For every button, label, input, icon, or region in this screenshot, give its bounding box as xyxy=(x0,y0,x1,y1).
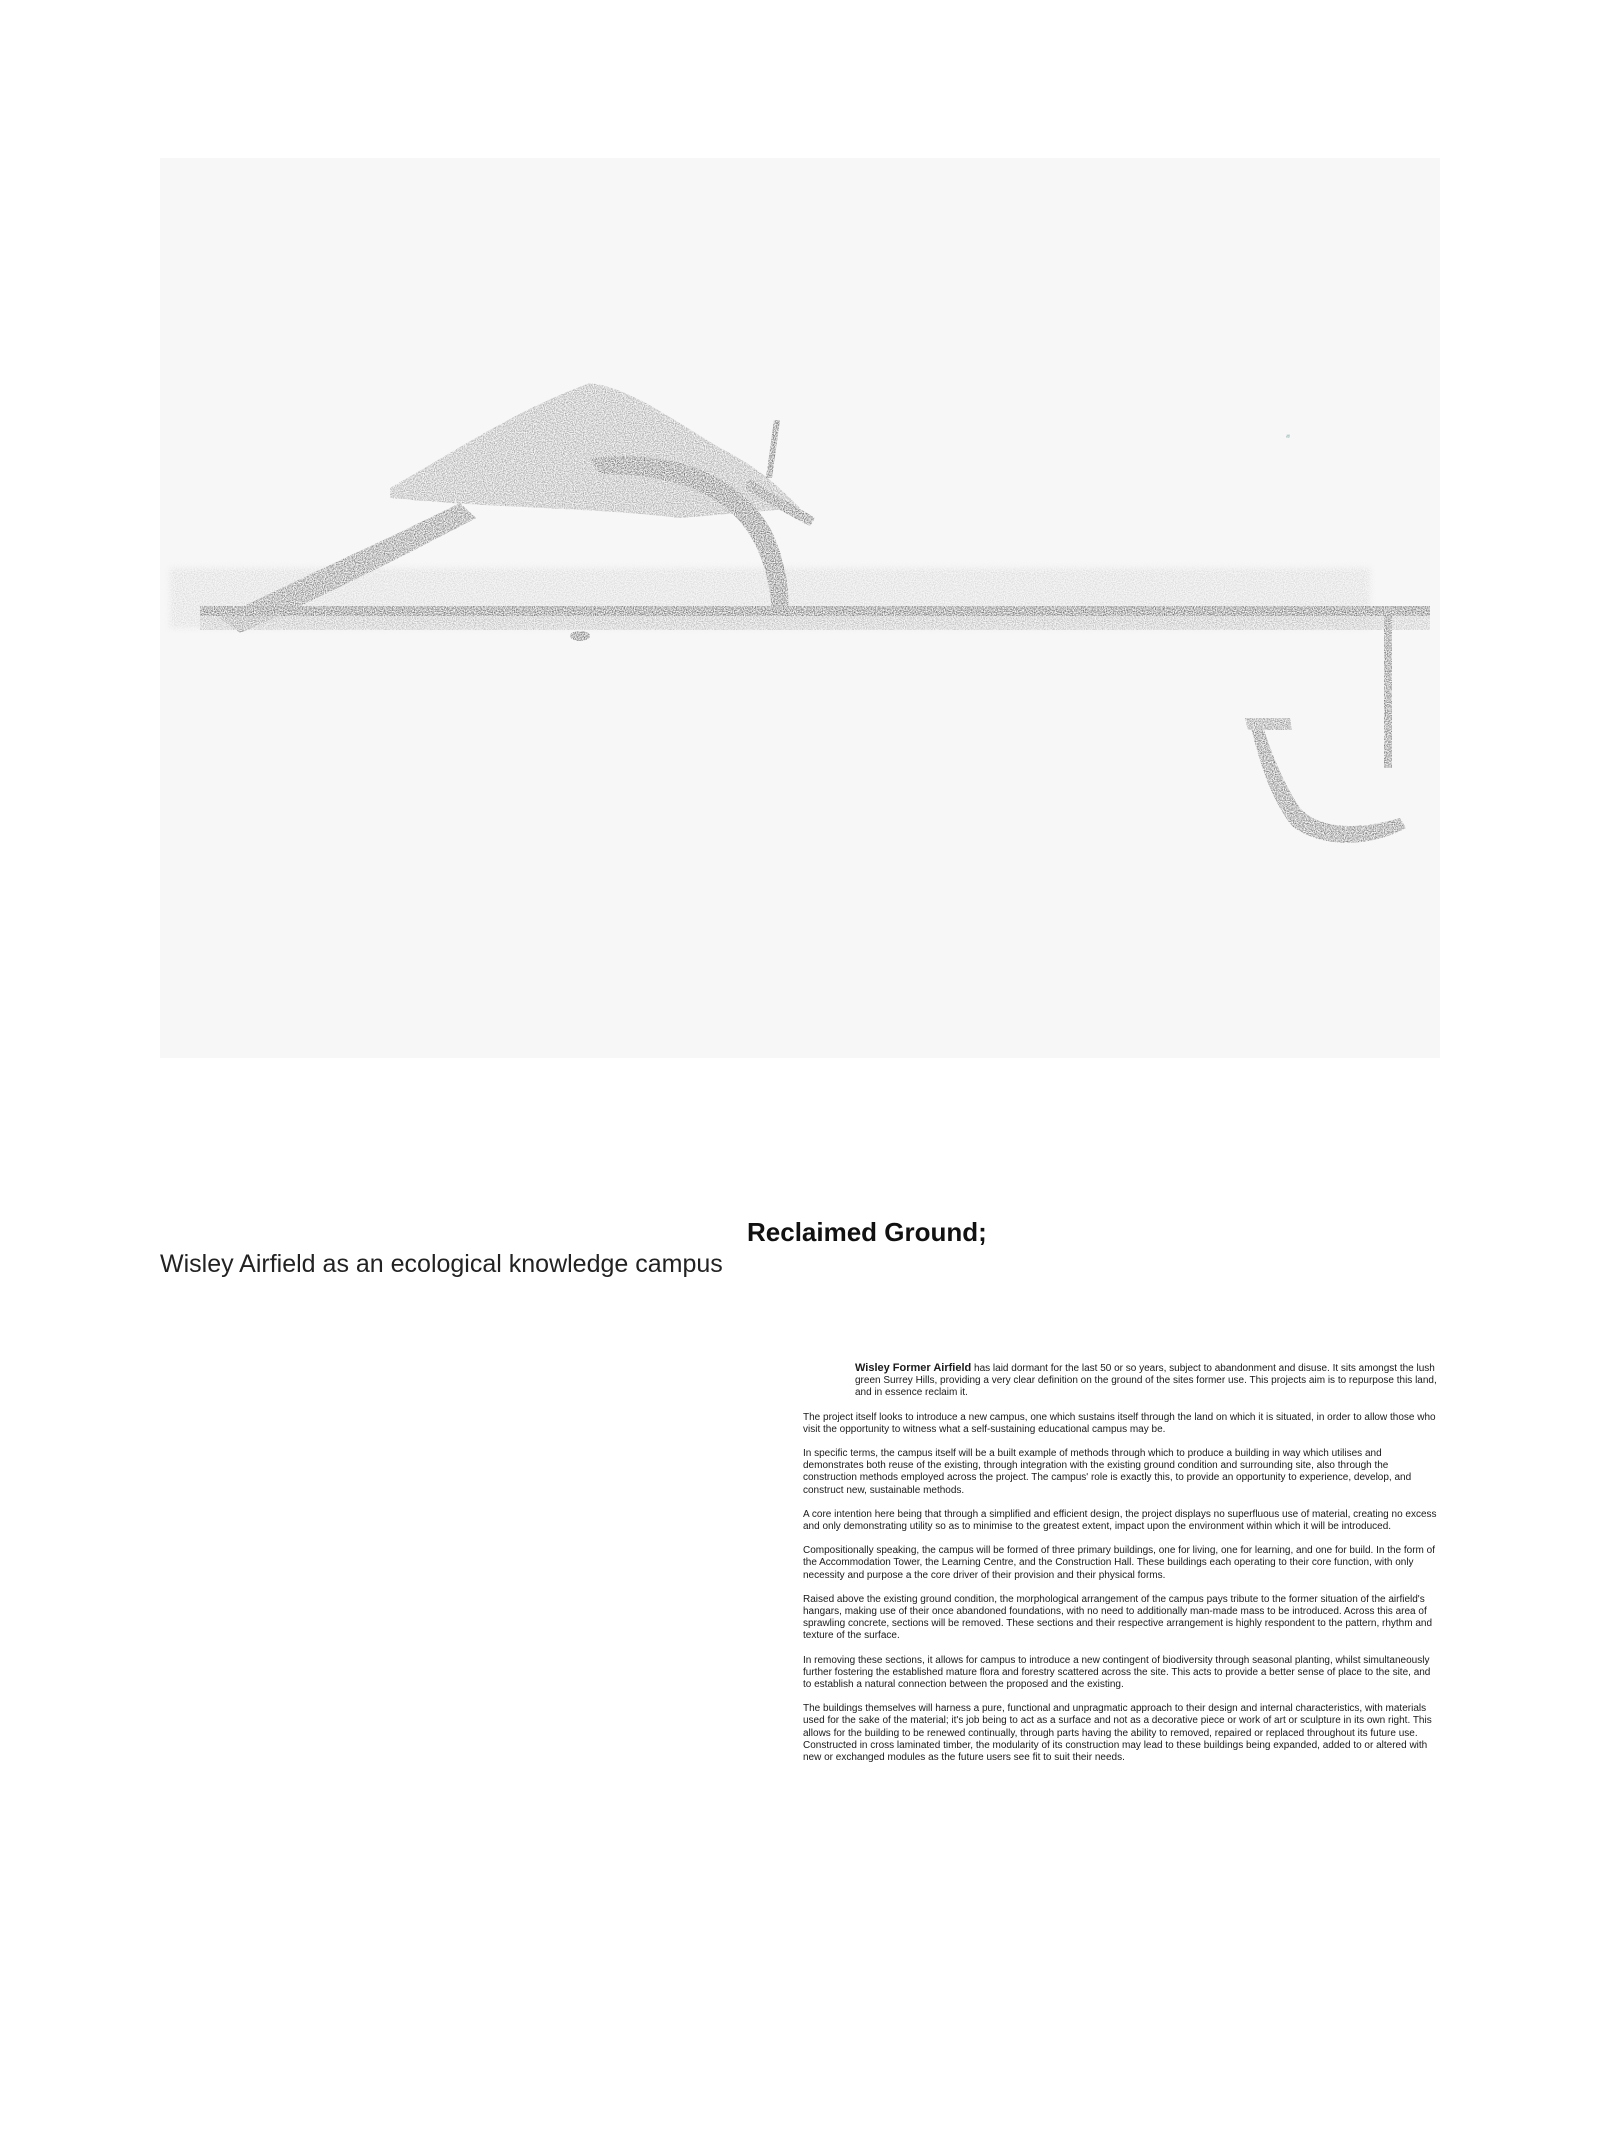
essay-paragraph-2: The project itself looks to introduce a new campus, one which sustains itself through the land on which it is situated, in order to allow those who visit the opportunity to witness what a self-sustaining educational campus may be. xyxy=(803,1411,1436,1435)
charcoal-sketch-illustration xyxy=(160,158,1440,1058)
essay-lead-bold: Wisley Former Airfield xyxy=(855,1362,972,1374)
essay-paragraph-6: Raised above the existing ground condition, the morphological arrangement of the campus pays tribute to the former situation of the airfield's hangars, making use of their once abandoned foundations, with no need to additionally man-made mass to be introduced. Across this area of sprawling concrete, sections will be removed. These sections and their respective arrangement is highly respondent to the pattern, rhythm and texture of the surface. xyxy=(803,1593,1433,1642)
essay-paragraph-4: A core intention here being that through a simplified and efficient design, the project displays no superfluous use of material, creating no excess and only demonstrating utility so as to minimise to the greatest extent, impact upon the environment within which it will be introduced. xyxy=(803,1508,1437,1533)
essay-paragraph-1-text: has laid dormant for the last 50 or so years, subject to abandonment and disuse. It sits amongst the lush green Surrey Hills, providing a very clear definition on the ground of the sites former use. This projects aim is to repurpose this land, and in essence reclaim it. xyxy=(855,1363,1437,1399)
document-subtitle: Wisley Airfield as an ecological knowledge campus xyxy=(160,1250,723,1278)
essay-body xyxy=(803,1362,1441,1776)
document-title: Reclaimed Ground; xyxy=(747,1217,987,1247)
essay-paragraph-8: The buildings themselves will harness a pure, functional and unpragmatic approach to their design and internal characteristics, with materials used for the sake of the material; it's job being to act as a surface and not as a decorative piece or work of art or sculpture in its own right. This allows for the building to be renewed continually, through parts having the ability to removed, repaired or replaced throughout its future use. Constructed in cross laminated timber, the modularity of its construction may lead to these buildings being expanded, added to or altered with new or exchanged modules as the future users see fit to suit their needs. xyxy=(803,1703,1432,1764)
essay-paragraph-5: Compositionally speaking, the campus will be formed of three primary buildings, one for living, one for learning, and one for build. In the form of the Accommodation Tower, the Learning Centre, and the Construction Hall. These buildings each operating to their core function, with only necessity and purpose a the core driver of their provision and their physical forms. xyxy=(803,1545,1436,1581)
essay-paragraph-1 xyxy=(803,1362,1441,1400)
essay-paragraph-7: In removing these sections, it allows for campus to introduce a new contingent of biodiversity through seasonal planting, whilst simultaneously further fostering the established mature flora and forestry scattered across the site. This acts to provide a better sense of place to the site, and to establish a natural connection between the proposed and the existing. xyxy=(803,1654,1431,1691)
essay-paragraph-3: In specific terms, the campus itself will be a built example of methods through which to produce a building in way which utilises and demonstrates both reuse of the existing, through integration with the existing ground condition and surrounding site, also through the construction methods employed across the project. The campus' role is exactly this, to provide an opportunity to experience, develop, and construct new, sustainable methods. xyxy=(803,1448,1412,1496)
hero-sketch-image xyxy=(160,158,1440,1058)
